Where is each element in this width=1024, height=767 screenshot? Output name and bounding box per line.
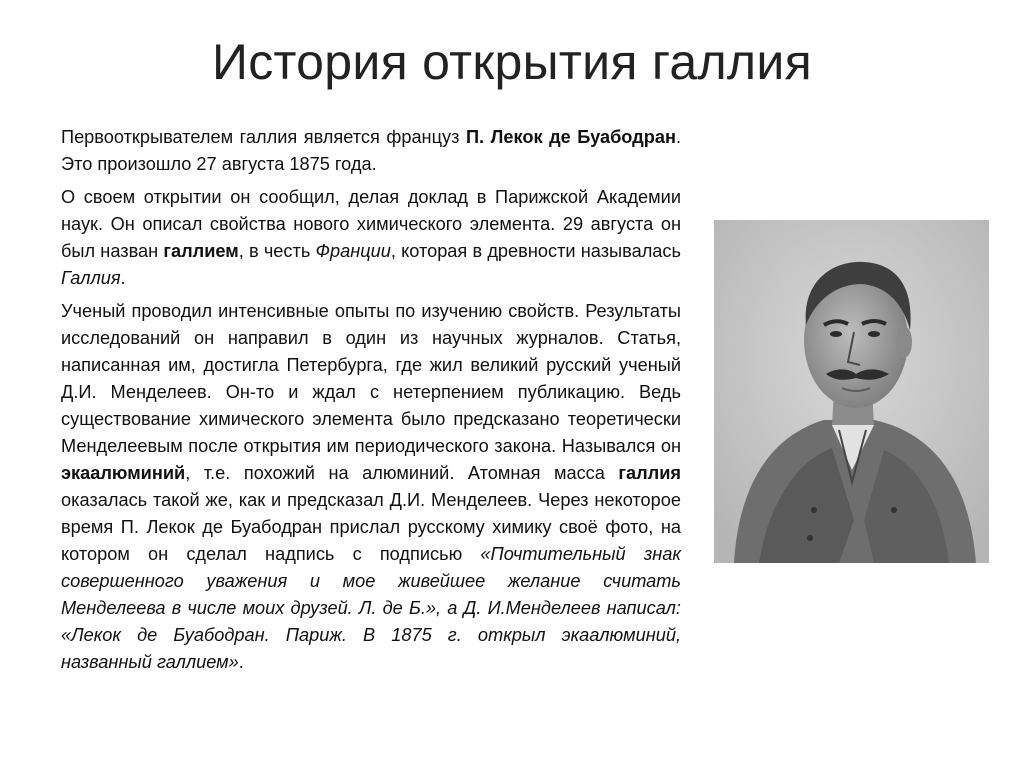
- portrait-photo-icon: [714, 220, 989, 563]
- paragraph-3-text-d: .: [238, 652, 244, 672]
- paragraph-2: [61, 184, 681, 292]
- paragraph-2-text-c: , которая в древности называлась: [390, 241, 681, 261]
- paragraph-2-italic-gallia: Галлия: [61, 268, 121, 288]
- paragraph-2-text-b: , в честь: [238, 241, 316, 261]
- paragraph-3-bold-gallium: галлия: [618, 463, 681, 483]
- paragraph-2-text-d: .: [120, 268, 126, 288]
- portrait-photo: [714, 220, 989, 563]
- slide-body-text: [61, 124, 681, 682]
- slide-title: История открытия галлия: [211, 34, 812, 90]
- paragraph-2-italic-france: Франции: [315, 241, 391, 261]
- paragraph-3-text-b: , т.е. похожий на алюминий. Атомная масса: [185, 463, 619, 483]
- paragraph-1-text-a: Первооткрывателем галлия является француз: [61, 127, 466, 147]
- paragraph-3-italic-quote: «Почтительный знак совершенного уважения и мое живейшее желание считать Менделеева в числе моих друзей. Л. де Б.», а Д. И.Менделеев написал: «Лекок де Буабодран. Париж. В 1875 г. открыл экаалюминий, названный галлием»: [61, 544, 681, 672]
- paragraph-1-bold-name: П. Лекок де Буабодран: [465, 127, 676, 147]
- paragraph-1-text-b: . Это произошло 27 августа 1875 года.: [61, 127, 681, 174]
- paragraph-3-text-c: оказалась такой же, как и предсказал Д.И. Менделеев. Через некоторое время П. Лекок де Буабодран прислал русскому химику своё фото, на котором он сделал надпись с подписью: [61, 490, 681, 564]
- paragraph-3-text-a: Ученый проводил интенсивные опыты по изучению свойств. Результаты исследований он направил в один из научных журналов. Статья, написанная им, достигла Петербурга, где жил великий русский ученый Д.И. Менделеев. Он-то и ждал с нетерпением публикацию. Ведь существование химического элемента было предсказано теоретически Менделеевым после открытия им периодического закона. Назывался он: [61, 301, 681, 456]
- paragraph-3-bold-ekaaluminum: экаалюминий: [61, 463, 186, 483]
- paragraph-3: [61, 298, 681, 676]
- paragraph-2-bold-gallium: галлием: [163, 241, 239, 261]
- paragraph-1: [61, 124, 681, 178]
- paragraph-2-text-a: О своем открытии он сообщил, делая доклад в Парижской Академии наук. Он описал свойства нового химического элемента. 29 августа он был назван: [61, 187, 681, 261]
